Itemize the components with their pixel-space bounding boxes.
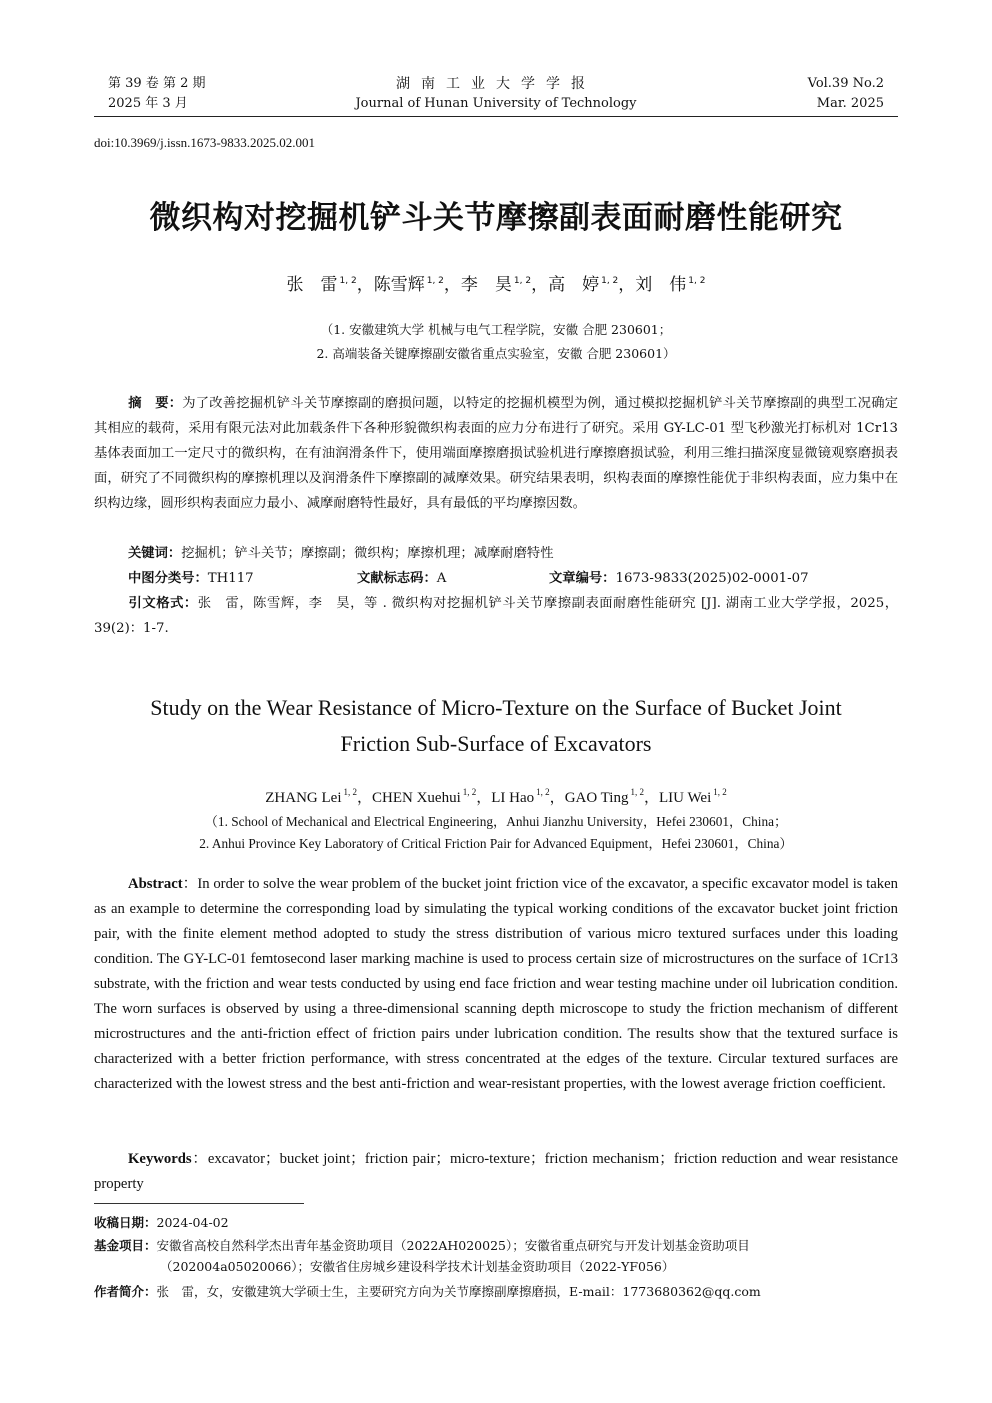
citation-text: 张 雷，陈雪辉，李 昊，等 . 微织构对挖掘机铲斗关节摩擦副表面耐磨性能研究 [J]. 湖南工业大学学报，2025，39(2)：1-7. (94, 596, 899, 636)
affiliation-cn-line: 2. 高端装备关键摩擦副安徽省重点实验室，安徽 合肥 230601） (316, 346, 676, 361)
footnote-divider (94, 1203, 304, 1204)
header-left-line2: 2025 年 3 月 (108, 96, 188, 111)
author-affiliation-sup: 1, 2 (536, 787, 550, 797)
fund-line: （202004a05020066）；安徽省住房城乡建设科学技术计划基金资助项目（2022-YF056） (160, 1259, 675, 1274)
header-journal-cn: 湖南工业大学学报 (396, 76, 596, 92)
fund-line: 安徽省高校自然科学杰出青年基金资助项目（2022AH020025）；安徽省重点研究与开发计划基金资助项目 (156, 1238, 750, 1253)
header-journal-name (94, 74, 898, 114)
title-chinese: 微织构对挖掘机铲斗关节摩擦副表面耐磨性能研究 (149, 200, 843, 236)
author-cn: 陈雪辉 (373, 275, 425, 295)
keywords-cn-text: 挖掘机；铲斗关节；摩擦副；微织构；摩擦机理；减摩耐磨特性 (181, 546, 554, 561)
author-cn: 高 婷 (548, 275, 600, 295)
author-bio-label: 作者简介： (94, 1284, 157, 1299)
affiliation-en-line: （1. School of Mechanical and Electrical Engineering，Anhui Jianzhu University，Hefei 230601，China； (204, 814, 788, 829)
author-separator: ， (356, 275, 374, 295)
abstract-chinese (94, 391, 898, 516)
affiliation-en-line: 2. Anhui Province Key Laboratory of Critical Friction Pair for Advanced Equipment，Hefei 230601，China） (199, 836, 793, 851)
title-english (94, 690, 898, 762)
authors-chinese (94, 270, 898, 295)
running-header (94, 74, 898, 117)
author-separator: ， (443, 275, 461, 295)
abstract-english (94, 872, 898, 1097)
author-affiliation-sup: 1, 2 (339, 276, 357, 286)
author-cn: 李 昊 (460, 275, 512, 295)
author-affiliation-sup: 1, 2 (630, 787, 644, 797)
abstract-en-colon: ： (182, 876, 198, 892)
affiliations-english (94, 811, 898, 855)
author-separator: ， (356, 790, 372, 806)
author-separator: ， (549, 790, 565, 806)
author-affiliation-sup: 1, 2 (462, 787, 477, 797)
keywords-en-colon: ： (191, 1151, 208, 1167)
footnote-fund (94, 1235, 898, 1277)
abstract-cn-label: 摘 要： (128, 396, 183, 411)
keywords-cn-label: 关键词： (128, 546, 182, 561)
received-value: 2024-04-02 (156, 1215, 229, 1230)
clc-value: TH117 (207, 571, 254, 586)
doc-code-label: 文献标志码： (357, 571, 437, 586)
author-en: GAO Ting (564, 790, 629, 806)
author-affiliation-sup: 1, 2 (688, 276, 706, 286)
author-en: LI Hao (491, 790, 535, 806)
header-journal-en: Journal of Hunan University of Technology (355, 96, 637, 111)
affiliations-chinese (94, 318, 898, 366)
footnote-author-bio (94, 1281, 898, 1302)
keywords-english (94, 1147, 898, 1197)
clc-label: 中图分类号： (128, 571, 208, 586)
article-number-label: 文章编号： (549, 571, 616, 586)
article-number-value: 1673-9833(2025)02-0001-07 (615, 571, 809, 586)
author-en: LIU Wei (658, 790, 712, 806)
abstract-en-label: Abstract (128, 876, 183, 892)
keywords-chinese (94, 541, 898, 566)
doc-code-field (357, 566, 446, 591)
author-separator: ， (643, 790, 659, 806)
author-cn: 刘 伟 (635, 275, 687, 295)
author-affiliation-sup: 1, 2 (713, 787, 727, 797)
article-number-field (549, 566, 809, 591)
author-separator: ， (618, 275, 636, 295)
received-label: 收稿日期： (94, 1215, 157, 1230)
header-right-line1: Vol.39 No.2 (807, 76, 884, 91)
header-right-line2: Mar. 2025 (816, 96, 884, 111)
keywords-en-label: Keywords (128, 1151, 192, 1167)
header-volume-en (808, 74, 884, 114)
affiliation-cn-line: （1. 安徽建筑大学 机械与电气工程学院，安徽 合肥 230601； (320, 322, 672, 337)
title-en-line: Friction Sub-Surface of Excavators (340, 731, 652, 756)
footnote-received (94, 1212, 898, 1233)
keywords-en-text: excavator；bucket joint；friction pair；micro-texture；friction mechanism；friction reduction and wear resistance property (94, 1151, 898, 1192)
author-separator: ， (531, 275, 549, 295)
author-bio-value: 张 雷，女，安徽建筑大学硕士生，主要研究方向为关节摩擦副摩擦磨损，E-mail：1773680362@qq.com (156, 1284, 761, 1299)
author-en: CHEN Xuehui (372, 790, 461, 806)
abstract-cn-text: 为了改善挖掘机铲斗关节摩擦副的磨损问题，以特定的挖掘机模型为例，通过模拟挖掘机铲斗关节摩擦副的典型工况确定其相应的载荷，采用有限元法对此加载条件下各种形貌微织构表面的应力分布进行了研究。采用 GY-LC-01 型飞秒激光打标机对 1Cr13 基体表面加工一定尺寸的微织构，在有油润滑条件下，使用端面摩擦磨损试验机进行摩擦磨损试验，利用三维扫描深度显微镜观察磨损表面，研究了不同微织构的摩擦机理以及润滑条件下摩擦副的减摩效果。研究结果表明，织构表面的摩擦性能优于非织构表面，应力集中在织构边缘，圆形织构表面应力最小、减摩耐磨特性最好，具有最低的平均摩擦因数。 (94, 396, 899, 511)
clc-field (128, 566, 254, 591)
authors-english (94, 786, 898, 807)
doi: doi:10.3969/j.issn.1673-9833.2025.02.001 (94, 135, 316, 150)
abstract-en-text: In order to solve the wear problem of the bucket joint friction vice of the excavator, a specific excavator model is taken as an example to determine the corresponding load by simulating the typical working conditions of the excavator bucket joint friction pair, with the finite element method adopted to study the stress distribution of various micro textured surfaces under this loading condition. The GY-LC-01 femtosecond laser marking machine is used to process certain size of microstructures on the surface of 1Cr13 substrate, with the friction and wear tests conducted by using end face friction and wear testing machine under oil lubrication condition. The worn surfaces is observed by using a three-dimensional scanning depth microscope to study the friction mechanism of different microstructures and the anti-friction effect of friction pairs under lubrication condition. The results show that the textured surface is characterized with a better friction performance, with stress concentrated at the edges of the texture. Circular textured surfaces are characterized with the lowest stress and the best anti-friction and wear-resistant properties, with the lowest average friction coefficient. (94, 876, 898, 1092)
author-en: ZHANG Lei (265, 790, 342, 806)
title-en-line: Study on the Wear Resistance of Micro-Texture on the Surface of Bucket Joint (150, 695, 842, 720)
author-cn: 张 雷 (286, 275, 338, 295)
doc-code-value: A (436, 571, 447, 586)
citation-format (94, 591, 898, 641)
author-separator: ， (476, 790, 492, 806)
citation-label: 引文格式： (128, 596, 198, 611)
header-left-line1: 第 39 卷 第 2 期 (108, 76, 206, 91)
fund-label: 基金项目： (94, 1238, 157, 1253)
author-affiliation-sup: 1, 2 (343, 787, 357, 797)
author-affiliation-sup: 1, 2 (601, 276, 619, 286)
author-affiliation-sup: 1, 2 (426, 276, 444, 286)
author-affiliation-sup: 1, 2 (513, 276, 532, 286)
